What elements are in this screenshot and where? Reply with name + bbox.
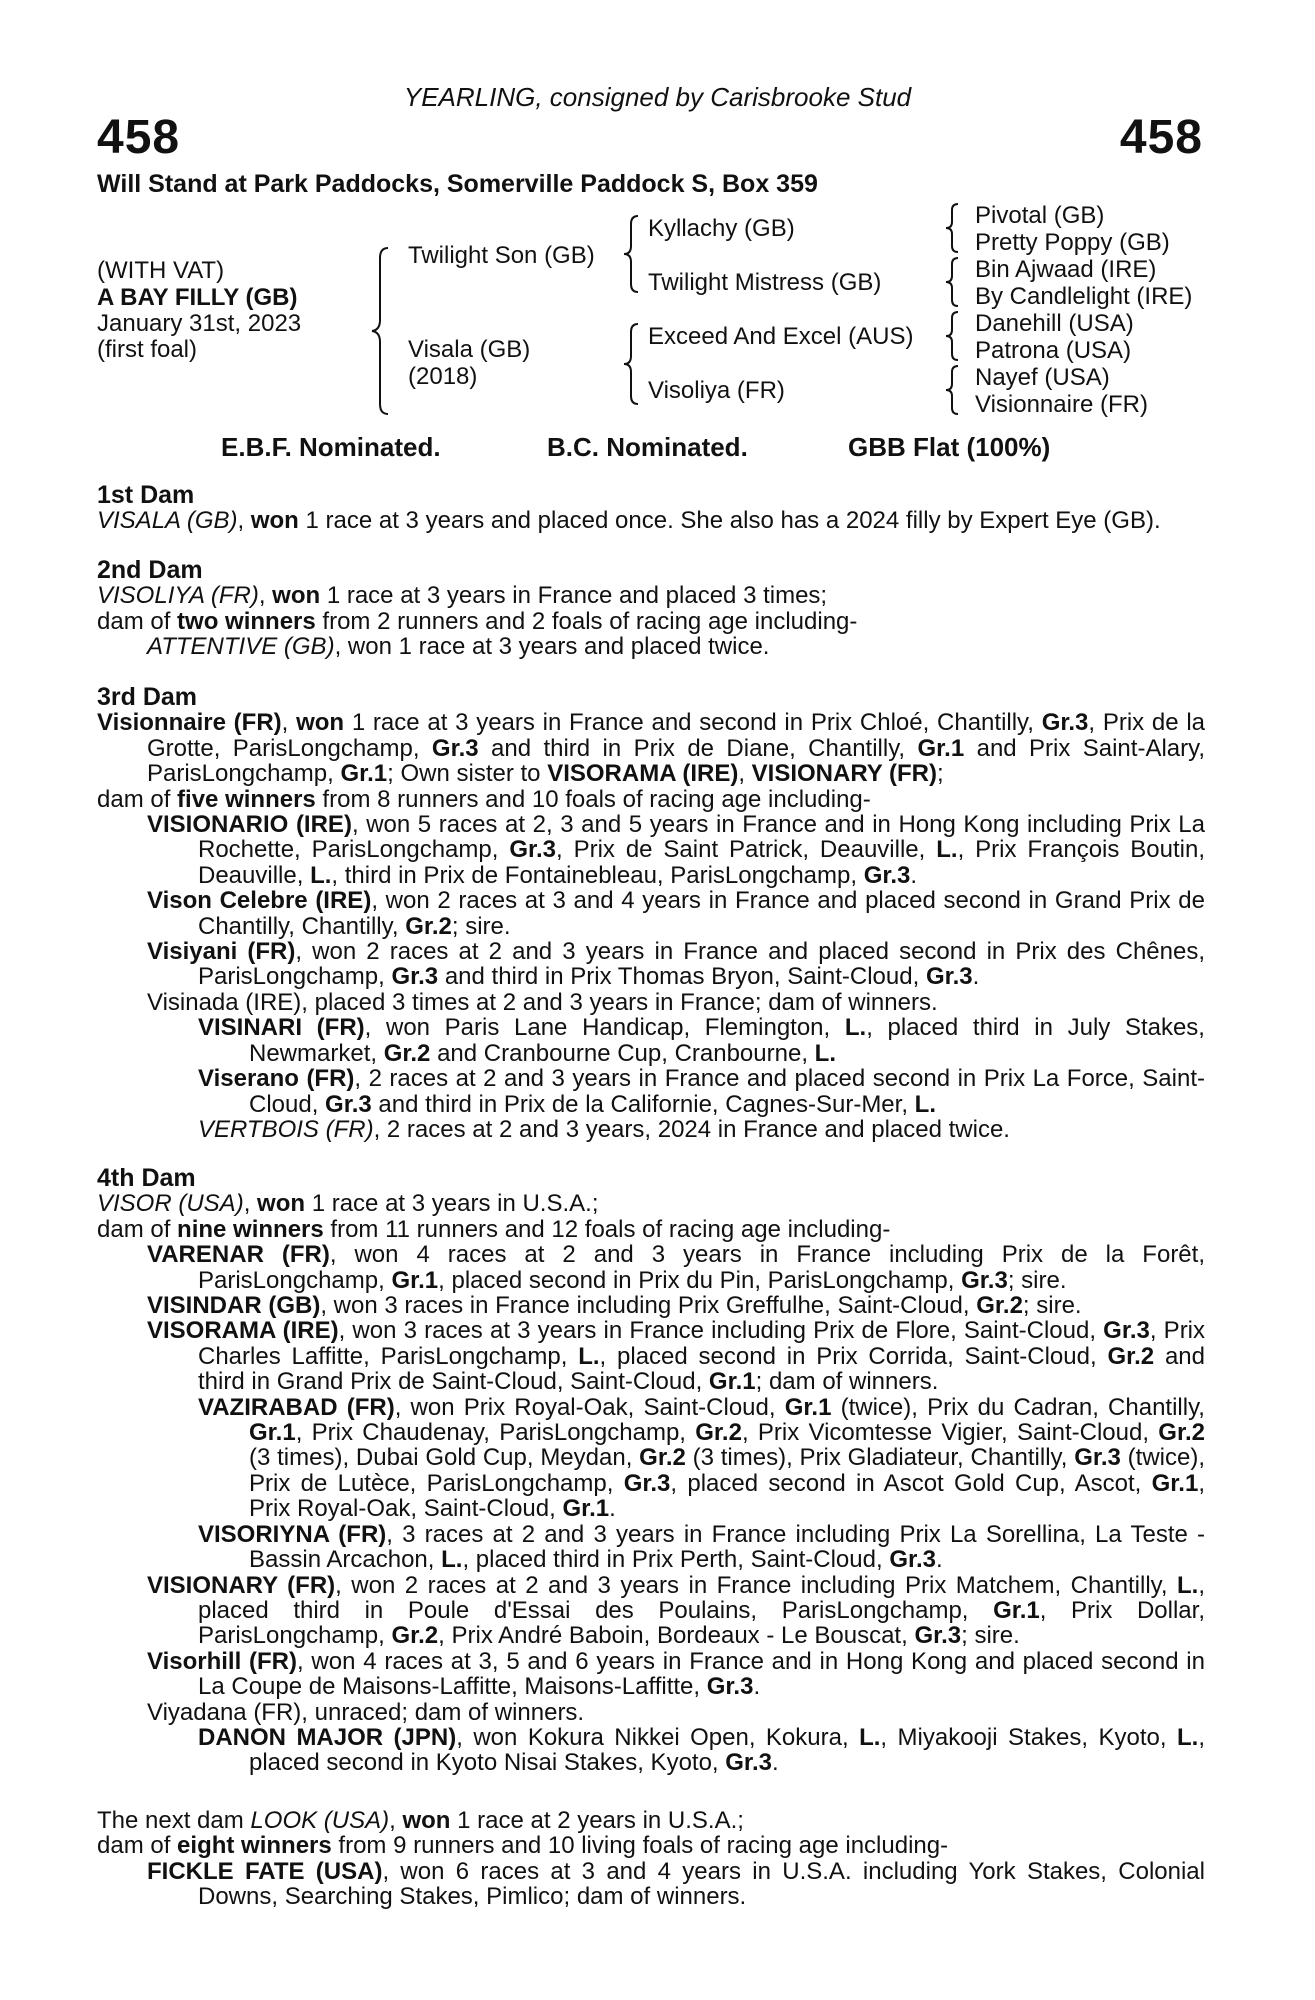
dam: Visala (GB) <box>408 336 531 363</box>
dam-sire: Exceed And Excel (AUS) <box>648 323 914 350</box>
lot-number-left: 458 <box>97 111 181 164</box>
produce-entry: Viserano (FR), 2 races at 2 and 3 years in France and placed second in Prix La Force, Saint-Cloud, Gr.3 and third in Prix de la Californie, Cagnes-Sur-Mer, L. <box>198 1065 1205 1118</box>
brace-icon <box>942 310 962 362</box>
section-heading: 2nd Dam <box>97 556 203 584</box>
ggp-7: Nayef (USA) <box>975 364 1110 391</box>
fourth-dam-produce: dam of nine winners from 11 runners and 12 foals of racing age including- <box>97 1215 891 1243</box>
ebf-nominated: E.B.F. Nominated. <box>221 432 441 462</box>
produce-entry: Viyadana (FR), unraced; dam of winners. <box>147 1698 585 1726</box>
third-dam-text: Visionnaire (FR), won 1 race at 3 years in France and second in Prix Chloé, Chantilly, Gr.3, Prix de la Grotte, ParisLongchamp, Gr.3 and third in Prix de Diane, Chantilly, Gr.1 and Prix Saint-Alary, ParisLongchamp, Gr.1; Own sister to VISORAMA (IRE), VISIONARY (FR); <box>97 709 1206 788</box>
sire-sire: Kyllachy (GB) <box>648 215 795 242</box>
produce-entry: Visinada (IRE), placed 3 times at 2 and 3 years in France; dam of winners. <box>147 988 938 1016</box>
gbb-flat: GBB Flat (100%) <box>848 432 1051 462</box>
bc-nominated: B.C. Nominated. <box>547 432 748 462</box>
fourth-dam-section <box>97 1166 1205 1776</box>
ggp-2: Pretty Poppy (GB) <box>975 229 1170 256</box>
next-dam-text: The next dam LOOK (USA), won 1 race at 2 years in U.S.A.; <box>97 1807 744 1834</box>
first-dam-text: VISALA (GB), won 1 race at 3 years and placed once. She also has a 2024 filly by Expert Eye (GB). <box>97 507 1161 535</box>
fourth-dam-text: VISOR (USA), won 1 race at 3 years in U.S.A.; <box>97 1190 599 1218</box>
brace-icon <box>942 364 962 416</box>
produce-entry: DANON MAJOR (JPN), won Kokura Nikkei Open, Kokura, L., Miyakooji Stakes, Kyoto, L., placed second in Kyoto Nisai Stakes, Kyoto, Gr.3. <box>198 1723 1205 1777</box>
next-dam-section <box>97 1808 1205 1910</box>
consignment-line: YEARLING, consigned by Carisbrooke Stud <box>403 82 912 112</box>
vat-label: (WITH VAT) <box>97 257 225 284</box>
brace-icon <box>942 202 962 254</box>
dam-year: (2018) <box>408 363 478 390</box>
produce-entry: VERTBOIS (FR), 2 races at 2 and 3 years, 2024 in France and placed twice. <box>198 1115 1010 1143</box>
third-dam-produce: dam of five winners from 8 runners and 10 foals of racing age including- <box>97 785 871 813</box>
produce-entry: VISIONARY (FR), won 2 races at 2 and 3 years in France including Prix Matchem, Chantilly, L., placed third in Poule d'Essai des Poulains, ParisLongchamp, Gr.1, Prix Dollar, ParisLongchamp, Gr.2, Prix André Baboin, Bordeaux - Le Bouscat, Gr.3; sire. <box>147 1571 1206 1650</box>
section-heading: 1st Dam <box>97 481 195 509</box>
second-dam-produce: dam of two winners from 2 runners and 2 foals of racing age including- <box>97 607 858 635</box>
first-dam-section <box>97 483 1205 534</box>
produce-entry: VISINARI (FR), won Paris Lane Handicap, Flemington, L., placed third in July Stakes, Newmarket, Gr.2 and Cranbourne Cup, Cranbourne, L. <box>198 1014 1205 1067</box>
second-dam-section <box>97 558 1205 660</box>
ggp-3: Bin Ajwaad (IRE) <box>975 256 1157 283</box>
third-dam-section <box>97 685 1205 1142</box>
produce-entry: VISORIYNA (FR), 3 races at 2 and 3 years in France including Prix La Sorellina, La Teste - Bassin Arcachon, L., placed third in Prix Perth, Saint-Cloud, Gr.3. <box>198 1520 1206 1574</box>
produce-entry: Visorhill (FR), won 4 races at 3, 5 and 6 years in France and in Hong Kong and placed second in La Coupe de Maisons-Laffitte, Maisons-Laffitte, Gr.3. <box>147 1647 1205 1701</box>
produce-entry: VARENAR (FR), won 4 races at 2 and 3 years in France including Prix de la Forêt, ParisLongchamp, Gr.1, placed second in Prix du Pin, ParisLongchamp, Gr.3; sire. <box>147 1241 1205 1294</box>
produce-entry: VAZIRABAD (FR), won Prix Royal-Oak, Saint-Cloud, Gr.1 (twice), Prix du Cadran, Chantilly, Gr.1, Prix Chaudenay, ParisLongchamp, Gr.2, Prix Vicomtesse Vigier, Saint-Cloud, Gr.2 (3 times), Dubai Gold Cup, Meydan, Gr.2 (3 times), Prix Gladiateur, Chantilly, Gr.3 (twice), Prix de Lutèce, ParisLongchamp, Gr.3, placed second in Ascot Gold Cup, Ascot, Gr.1, Prix Royal-Oak, Saint-Cloud, Gr.1. <box>198 1393 1206 1523</box>
produce-entry: VISIONARIO (IRE), won 5 races at 2, 3 and 5 years in France and in Hong Kong including Prix La Rochette, ParisLongchamp, Gr.3, Prix de Saint Patrick, Deauville, L., Prix François Boutin, Deauville, L., third in Prix de Fontainebleau, ParisLongchamp, Gr.3. <box>147 811 1206 889</box>
brace-icon <box>942 256 962 308</box>
horse-name: A BAY FILLY (GB) <box>97 284 298 311</box>
produce-entry: ATTENTIVE (GB), won 1 race at 3 years and placed twice. <box>147 633 770 661</box>
sire: Twilight Son (GB) <box>408 242 595 269</box>
produce-entry: Vison Celebre (IRE), won 2 races at 3 and 4 years in France and placed second in Grand Prix de Chantilly, Chantilly, Gr.2; sire. <box>147 887 1206 940</box>
stand-location: Will Stand at Park Paddocks, Somerville Paddock S, Box 359 <box>97 170 818 198</box>
horse-note: (first foal) <box>97 336 198 363</box>
second-dam-text: VISOLIYA (FR), won 1 race at 3 years in France and placed 3 times; <box>97 582 828 610</box>
brace-icon <box>620 322 642 406</box>
section-heading: 4th Dam <box>97 1164 196 1192</box>
sire-dam: Twilight Mistress (GB) <box>648 269 882 296</box>
brace-icon <box>620 214 642 294</box>
ggp-5: Danehill (USA) <box>975 310 1134 337</box>
ggp-1: Pivotal (GB) <box>975 202 1105 229</box>
section-heading: 3rd Dam <box>97 683 198 711</box>
lot-number-right: 458 <box>1119 111 1203 164</box>
horse-dob: January 31st, 2023 <box>97 310 302 337</box>
ggp-8: Visionnaire (FR) <box>975 391 1148 418</box>
produce-entry: VISORAMA (IRE), won 3 races at 3 years in France including Prix de Flore, Saint-Cloud, Gr.3, Prix Charles Laffitte, ParisLongchamp, L., placed second in Prix Corrida, Saint-Cloud, Gr.2 and third in Grand Prix de Saint-Cloud, Saint-Cloud, Gr.1; dam of winners. <box>147 1317 1206 1396</box>
dam-dam: Visoliya (FR) <box>648 377 785 404</box>
brace-icon <box>368 246 392 416</box>
produce-entry: FICKLE FATE (USA), won 6 races at 3 and 4 years in U.S.A. including York Stakes, Colonial Downs, Searching Stakes, Pimlico; dam of winners. <box>147 1857 1205 1911</box>
ggp-4: By Candlelight (IRE) <box>975 283 1193 310</box>
ggp-6: Patrona (USA) <box>975 337 1132 364</box>
produce-entry: VISINDAR (GB), won 3 races in France including Prix Greffulhe, Saint-Cloud, Gr.2; sire. <box>147 1292 1082 1320</box>
produce-entry: Visiyani (FR), won 2 races at 2 and 3 years in France and placed second in Prix des Chênes, ParisLongchamp, Gr.3 and third in Prix Thomas Bryon, Saint-Cloud, Gr.3. <box>147 938 1205 991</box>
next-dam-produce: dam of eight winners from 9 runners and 10 living foals of racing age including- <box>97 1832 949 1860</box>
